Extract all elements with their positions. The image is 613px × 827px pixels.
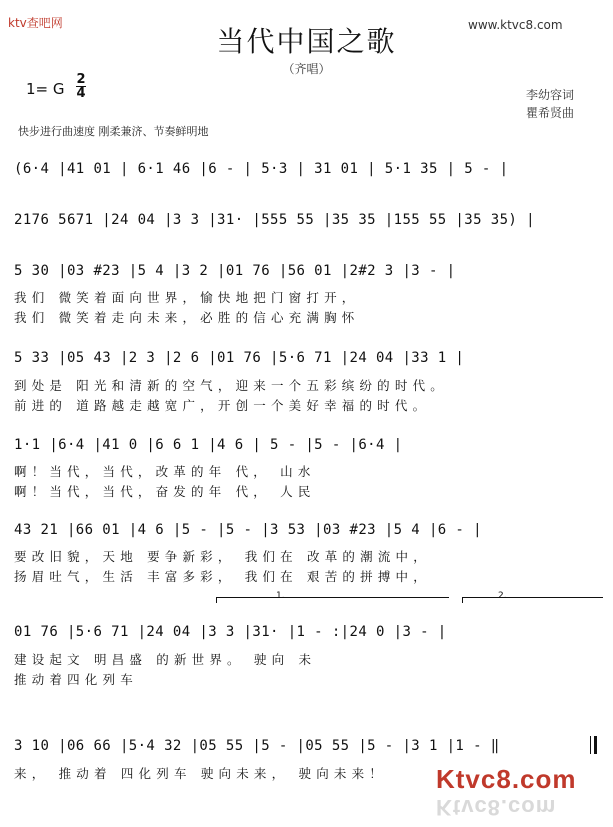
tempo-marking: 快步进行曲速度 刚柔兼济、节奏鲜明地 (18, 125, 209, 138)
score-line-7: 01 76 |5·6 71 |24 04 |3 3 |31· |1 - :|24 0 |3 - | (14, 624, 447, 640)
score-line-4: 5 33 |05 43 |2 3 |2 6 |01 76 |5·6 71 |24 04 |33 1 | (14, 350, 465, 366)
score-line-6: 43 21 |66 01 |4 6 |5 - |5 - |3 53 |03 #23 |5 4 |6 - | (14, 522, 482, 538)
song-subtitle: （齐唱） (282, 62, 331, 76)
site-watermark-right: www.ktvc8.com (468, 18, 563, 32)
score-line-3: 5 30 |03 #23 |5 4 |3 2 |01 76 |56 01 |2#2 3 |3 - | (14, 263, 456, 279)
key-signature: 1= G (26, 80, 65, 98)
site-logo-reflection: Ktvc8.com (436, 795, 557, 820)
final-barline-thin (590, 736, 591, 754)
volta-first-label: 1. (276, 591, 285, 601)
score-line-2: 2176 5671 |24 04 |3 3 |31· |555 55 |35 35 |155 55 |35 35) | (14, 212, 535, 228)
time-signature-bottom: 4 (76, 86, 86, 101)
site-watermark-left: ktv查吧网 (8, 16, 63, 30)
time-signature (76, 73, 86, 100)
volta-second-label: 2. (498, 591, 507, 601)
volta-second-bracket (462, 597, 603, 603)
lyric-line-7a: 建设起文 明昌盛 的新世界。 驶向 未 (14, 652, 317, 667)
final-barline-thick (594, 736, 597, 754)
song-title: 当代中国之歌 (216, 25, 397, 58)
lyricist-credit: 李幼容词 (526, 88, 575, 102)
site-logo: Ktvc8.com (436, 764, 577, 794)
lyric-line-6a: 要改旧貌，天地 要争新彩， 我们在 改革的潮流中， (14, 549, 431, 564)
lyric-line-6b: 扬眉吐气，生活 丰富多彩， 我们在 艰苦的拼搏中， (14, 569, 431, 584)
score-line-1: (6·4 |41 01 | 6·1 46 |6 - | 5·3 | 31 01 | 5·1 35 | 5 - | (14, 161, 509, 177)
composer-credit: 瞿希贤曲 (526, 106, 575, 120)
lyric-line-4a: 到处是 阳光和清新的空气，迎来一个五彩缤纷的时代。 (14, 378, 448, 393)
score-line-5: 1·1 |6·4 |41 0 |6 6 1 |4 6 | 5 - |5 - |6·4 | (14, 437, 403, 453)
score-line-8: 3 10 |06 66 |5·4 32 |05 55 |5 - |05 55 |5 - |3 1 |1 - ‖ (14, 738, 500, 754)
lyric-line-3a: 我们 微笑着面向世界，愉快地把门窗打开， (14, 290, 360, 305)
time-signature-top: 2 (76, 72, 86, 87)
lyric-line-8: 来， 推动着 四化列车 驶向未来， 驶向未来！ (14, 766, 387, 781)
lyric-line-4b: 前进的 道路越走越宽广，开创一个美好幸福的时代。 (14, 398, 431, 413)
lyric-line-7b: 推动着四化列车 (14, 672, 138, 687)
lyric-line-5a: 啊！当代，当代，改革的年 代， 山水 (14, 464, 316, 479)
lyric-line-5b: 啊！当代，当代，奋发的年 代， 人民 (14, 484, 316, 499)
lyric-line-3b: 我们 微笑着走向未来，必胜的信心充满胸怀 (14, 310, 360, 325)
volta-first-bracket (216, 597, 449, 603)
